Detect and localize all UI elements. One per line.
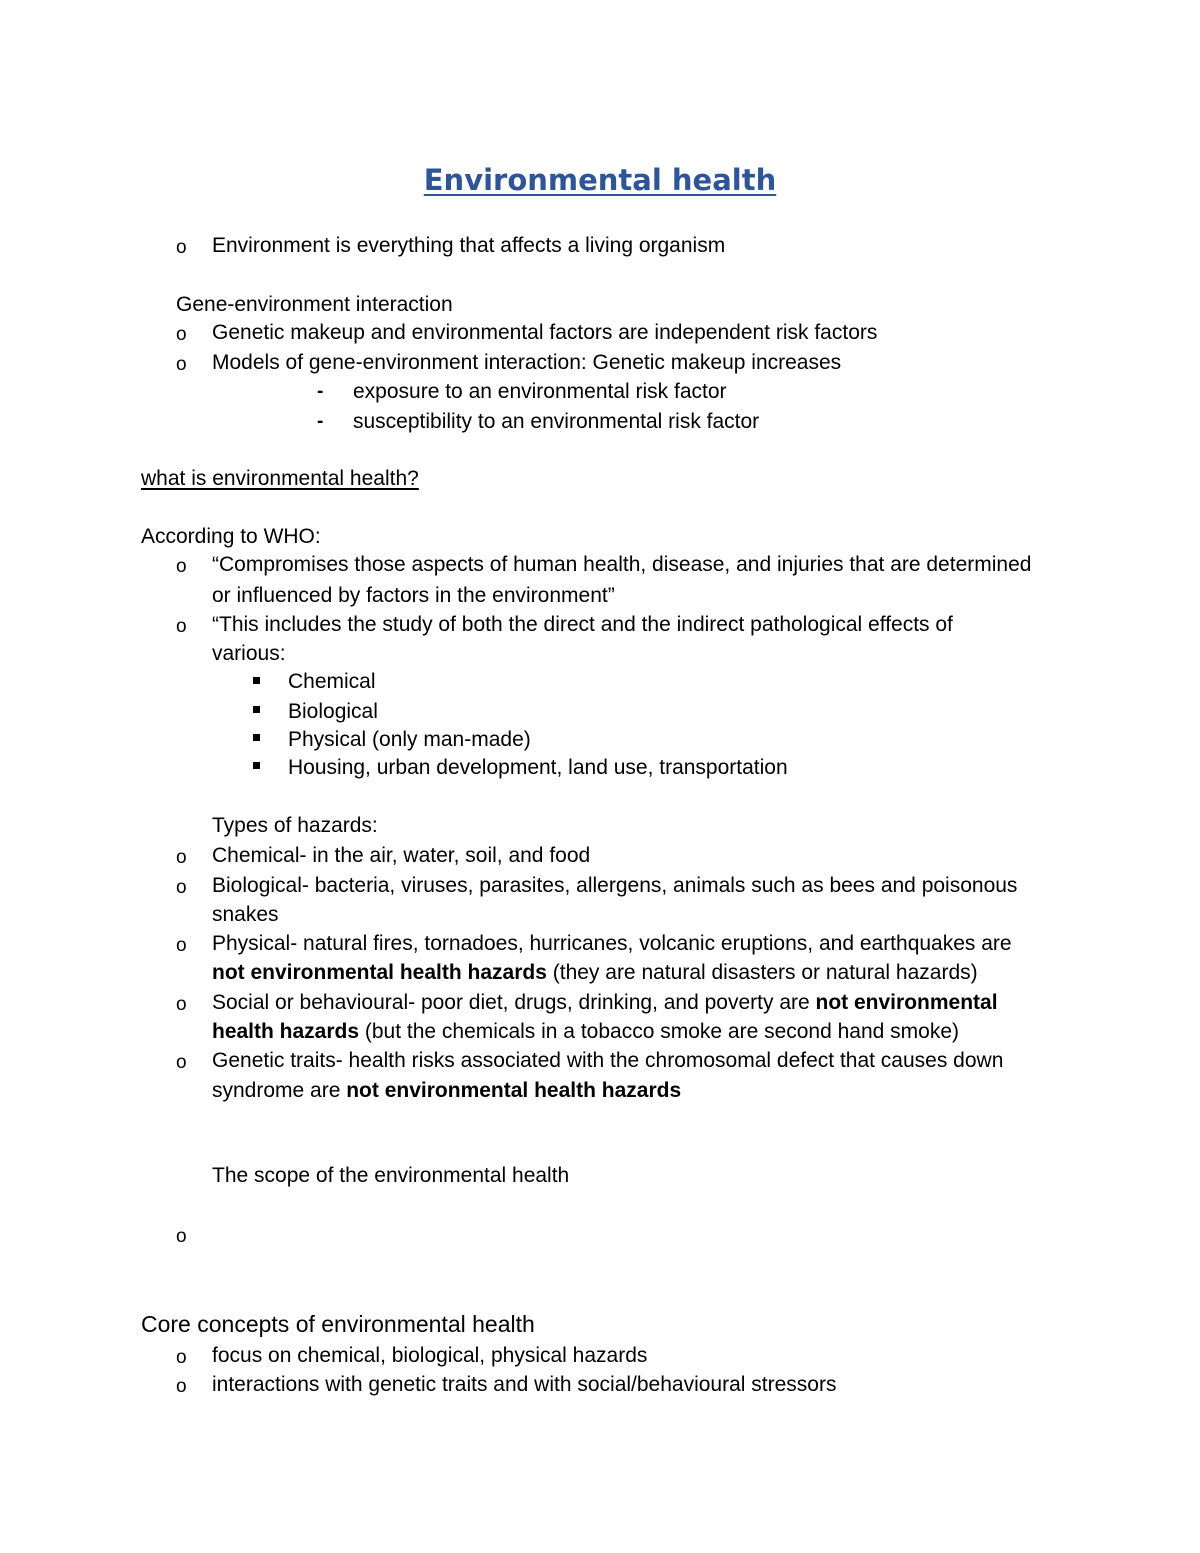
emphasis-text: not environmental (815, 991, 998, 1014)
square-bullet-icon (253, 762, 260, 769)
effect-item: Physical (only man-made) (288, 728, 531, 751)
core-item: focus on chemical, biological, physical hazards (212, 1344, 648, 1367)
bullet-icon: o (176, 237, 187, 258)
bullet-icon: o (176, 1347, 187, 1368)
bullet-icon: o (176, 877, 187, 898)
section-heading-what-is: what is environmental health? (141, 467, 419, 490)
who-label: According to WHO: (141, 525, 321, 548)
bullet-icon: o (176, 994, 187, 1015)
emphasis-text: health hazards (212, 1020, 360, 1043)
hazard-physical-rest: (they are natural disasters or natural hazards) (546, 961, 978, 984)
bullet-icon: o (176, 847, 187, 868)
hazard-social-cont (212, 1021, 959, 1042)
scope-heading: The scope of the environmental health (212, 1164, 570, 1187)
hazard-genetic: Genetic traits- health risks associated with the chromosomal defect that causes down (212, 1049, 1004, 1072)
gene-env-heading: Gene-environment interaction (176, 293, 453, 316)
quote-line: various: (212, 642, 286, 665)
hazard-genetic-text: syndrome are (212, 1079, 347, 1102)
quote-line: “This includes the study of both the direct and the indirect pathological effects of (212, 613, 953, 636)
list-item: Models of gene-environment interaction: Genetic makeup increases (212, 351, 842, 374)
dash-icon: - (317, 381, 324, 402)
effect-item: Biological (288, 700, 378, 723)
hazard-physical-cont (212, 962, 978, 983)
square-bullet-icon (253, 677, 260, 684)
bullet-icon: o (176, 1376, 187, 1397)
bullet-icon: o (176, 1226, 187, 1247)
hazard-physical: Physical- natural fires, tornadoes, hurricanes, volcanic eruptions, and earthquakes are (212, 932, 1012, 955)
core-heading: Core concepts of environmental health (141, 1311, 535, 1337)
bullet-icon: o (176, 1052, 187, 1073)
quote-line: “Compromises those aspects of human health, disease, and injuries that are determined (212, 553, 1032, 576)
hazard-social-rest: (but the chemicals in a tobacco smoke are second hand smoke) (359, 1020, 960, 1043)
hazard-genetic-cont (212, 1080, 681, 1101)
hazard-biological: Biological- bacteria, viruses, parasites, allergens, animals such as bees and poisonous (212, 874, 1018, 897)
bullet-icon: o (176, 935, 187, 956)
sub-list-item: susceptibility to an environmental risk factor (353, 410, 760, 433)
list-item: Genetic makeup and environmental factors are independent risk factors (212, 321, 878, 344)
hazard-biological-cont: snakes (212, 903, 279, 926)
square-bullet-icon (253, 706, 260, 713)
bullet-icon: o (176, 616, 187, 637)
hazard-social-text: Social or behavioural- poor diet, drugs, drinking, and poverty are (212, 991, 816, 1014)
quote-line: or influenced by factors in the environment” (212, 584, 615, 607)
page-title: Environmental health (423, 163, 777, 197)
bullet-icon: o (176, 354, 187, 375)
core-item: interactions with genetic traits and with social/behavioural stressors (212, 1373, 837, 1396)
bullet-icon: o (176, 556, 187, 577)
effect-item: Chemical (288, 670, 376, 693)
dash-icon: - (317, 411, 324, 432)
intro-text: Environment is everything that affects a living organism (212, 234, 726, 257)
emphasis-text: not environmental health hazards (346, 1079, 682, 1102)
hazards-heading: Types of hazards: (212, 814, 378, 837)
sub-list-item: exposure to an environmental risk factor (353, 380, 727, 403)
effect-item: Housing, urban development, land use, transportation (288, 756, 788, 779)
bullet-icon: o (176, 324, 187, 345)
square-bullet-icon (253, 734, 260, 741)
hazard-social (212, 992, 998, 1013)
hazard-chemical: Chemical- in the air, water, soil, and food (212, 844, 591, 867)
emphasis-text: not environmental health hazards (212, 961, 547, 984)
